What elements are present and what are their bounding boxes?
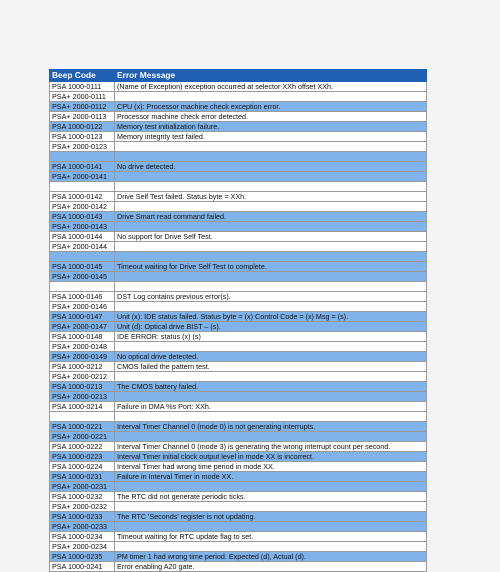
beep-code-cell: PSA 1000-0235 [50,552,115,562]
error-message-cell [115,282,427,292]
table-row [50,322,427,332]
beep-code-cell: PSA 1000-0145 [50,262,115,272]
table-row [50,272,427,282]
table-row [50,522,427,532]
error-message-cell [115,482,427,492]
table-row [50,302,427,312]
error-message-cell [115,182,427,192]
table-row [50,82,427,92]
error-message-cell: No support for Drive Self Test. [115,232,427,242]
table-row [50,162,427,172]
beep-code-cell: PSA+ 2000-0233 [50,522,115,532]
table-row [50,392,427,402]
error-message-cell [115,172,427,182]
error-message-cell [115,412,427,422]
error-message-cell [115,502,427,512]
beep-code-cell: PSA 1000-0148 [50,332,115,342]
beep-code-cell [50,152,115,162]
beep-code-cell: PSA 1000-0221 [50,422,115,432]
beep-code-cell: PSA 1000-0111 [50,82,115,92]
table-row [50,312,427,322]
error-message-cell: CMOS failed the pattern test. [115,362,427,372]
error-message-cell [115,542,427,552]
beep-code-cell: PSA+ 2000-0144 [50,242,115,252]
table-row [50,92,427,102]
beep-code-cell: PSA+ 2000-0149 [50,352,115,362]
error-message-cell: Drive Smart read command failed. [115,212,427,222]
table-row [50,442,427,452]
error-message-cell: CPU (x): Processor machine check exception error. [115,102,427,112]
table-row [50,492,427,502]
table-row [50,132,427,142]
beep-code-cell: PSA 1000-0232 [50,492,115,502]
error-message-cell [115,272,427,282]
table-row [50,112,427,122]
beep-code-cell: PSA 1000-0143 [50,212,115,222]
beep-code-cell: PSA+ 2000-0123 [50,142,115,152]
beep-code-cell: PSA 1000-0234 [50,532,115,542]
error-message-cell: Interval Timer initial clock output level in mode XX is incorrect. [115,452,427,462]
beep-code-cell: PSA+ 2000-0141 [50,172,115,182]
table-row [50,432,427,442]
beep-code-cell: PSA+ 2000-0147 [50,322,115,332]
error-message-cell: Timeout waiting for Drive Self Test to complete. [115,262,427,272]
error-message-cell: Unit (d): Optical drive BIST – (s). [115,322,427,332]
beep-code-cell: PSA 1000-0147 [50,312,115,322]
beep-code-cell: PSA+ 2000-0221 [50,432,115,442]
table-row [50,462,427,472]
header-beep-code: Beep Code [50,70,115,82]
beep-code-table [49,69,427,572]
error-message-cell: Interval Timer had wrong time period in mode XX. [115,462,427,472]
error-message-cell: No drive detected. [115,162,427,172]
beep-code-cell: PSA+ 2000-0148 [50,342,115,352]
table-row [50,362,427,372]
error-message-cell: Memory integrity test failed. [115,132,427,142]
table-row [50,252,427,262]
error-message-cell: Error enabling A20 gate. [115,562,427,572]
error-message-cell: Timeout waiting for RTC update flag to set. [115,532,427,542]
beep-code-cell: PSA 1000-0214 [50,402,115,412]
table-row [50,382,427,392]
table-row [50,332,427,342]
table-row [50,412,427,422]
beep-code-cell: PSA 1000-0222 [50,442,115,452]
beep-code-cell [50,412,115,422]
table-row [50,152,427,162]
error-message-cell: Interval Timer Channel 0 (mode 0) is not generating interrupts. [115,422,427,432]
beep-code-cell: PSA+ 2000-0212 [50,372,115,382]
error-message-cell [115,342,427,352]
table-row [50,342,427,352]
beep-code-cell: PSA 1000-0141 [50,162,115,172]
table-row [50,452,427,462]
table-row [50,402,427,412]
table-row [50,222,427,232]
table-row [50,172,427,182]
error-message-cell: Processor machine check error detected. [115,112,427,122]
beep-code-cell: PSA 1000-0144 [50,232,115,242]
beep-code-cell: PSA 1000-0223 [50,452,115,462]
table-body [50,82,427,572]
beep-code-cell: PSA+ 2000-0143 [50,222,115,232]
error-message-cell: The RTC 'Seconds' register is not updating. [115,512,427,522]
beep-code-cell: PSA 1000-0142 [50,192,115,202]
table-row [50,122,427,132]
beep-code-cell: PSA+ 2000-0142 [50,202,115,212]
table-row [50,282,427,292]
table-row [50,192,427,202]
error-message-cell [115,522,427,532]
beep-code-cell: PSA 1000-0224 [50,462,115,472]
error-message-cell: (Name of Exception) exception occurred at selector XXh offset XXh. [115,82,427,92]
error-message-cell: Unit (x): IDE status failed. Status byte = (x) Control Code = (x) Msg = (s). [115,312,427,322]
table-row [50,512,427,522]
table-row [50,502,427,512]
table-row [50,542,427,552]
error-message-cell: The RTC did not generate periodic ticks. [115,492,427,502]
error-message-cell [115,392,427,402]
beep-code-cell: PSA 1000-0122 [50,122,115,132]
beep-code-cell: PSA+ 2000-0113 [50,112,115,122]
error-message-cell [115,152,427,162]
table-row [50,202,427,212]
beep-code-cell [50,252,115,262]
beep-code-cell: PSA 1000-0146 [50,292,115,302]
beep-code-cell: PSA+ 2000-0111 [50,92,115,102]
error-message-cell [115,222,427,232]
beep-code-cell: PSA+ 2000-0234 [50,542,115,552]
beep-code-cell: PSA+ 2000-0112 [50,102,115,112]
table-row [50,532,427,542]
error-message-cell: DST Log contains previous error(s). [115,292,427,302]
error-message-cell: Failure in Interval Timer in mode XX. [115,472,427,482]
beep-code-cell: PSA 1000-0213 [50,382,115,392]
table-row [50,232,427,242]
beep-code-cell: PSA 1000-0233 [50,512,115,522]
table-row [50,372,427,382]
error-message-cell: Failure in DMA %s Port: XXh. [115,402,427,412]
beep-code-cell: PSA+ 2000-0213 [50,392,115,402]
error-message-cell [115,242,427,252]
beep-code-cell: PSA 1000-0231 [50,472,115,482]
beep-code-cell: PSA+ 2000-0146 [50,302,115,312]
table-row [50,472,427,482]
table-row [50,352,427,362]
error-message-cell: PM timer 1 had wrong time period. Expected (d), Actual (d). [115,552,427,562]
beep-code-cell: PSA+ 2000-0145 [50,272,115,282]
beep-code-cell: PSA 1000-0123 [50,132,115,142]
error-message-cell: IDE ERROR: status (x) (s) [115,332,427,342]
table-row [50,182,427,192]
beep-code-cell: PSA+ 2000-0231 [50,482,115,492]
error-message-cell: Interval Timer Channel 0 (mode 3) is generating the wrong interrupt count per second. [115,442,427,452]
beep-code-cell: PSA 1000-0241 [50,562,115,572]
header-error-message: Error Message [115,70,427,82]
table-row [50,262,427,272]
beep-code-cell: PSA 1000-0212 [50,362,115,372]
error-message-cell [115,142,427,152]
table-row [50,142,427,152]
table-row [50,552,427,562]
table-row [50,422,427,432]
table-row [50,292,427,302]
table-header-row [50,70,427,82]
error-message-cell: Drive Self Test failed. Status byte = XXh. [115,192,427,202]
table-row [50,242,427,252]
error-message-cell [115,372,427,382]
table-row [50,212,427,222]
error-message-cell: No optical drive detected. [115,352,427,362]
table-row [50,482,427,492]
beep-code-cell [50,282,115,292]
table-row [50,562,427,572]
error-message-cell: The CMOS battery failed. [115,382,427,392]
error-message-cell [115,432,427,442]
error-message-cell [115,92,427,102]
error-message-cell [115,202,427,212]
error-message-cell: Memory test initialization failure. [115,122,427,132]
error-message-cell [115,252,427,262]
error-message-cell [115,302,427,312]
table-row [50,102,427,112]
beep-code-cell [50,182,115,192]
beep-code-cell: PSA+ 2000-0232 [50,502,115,512]
